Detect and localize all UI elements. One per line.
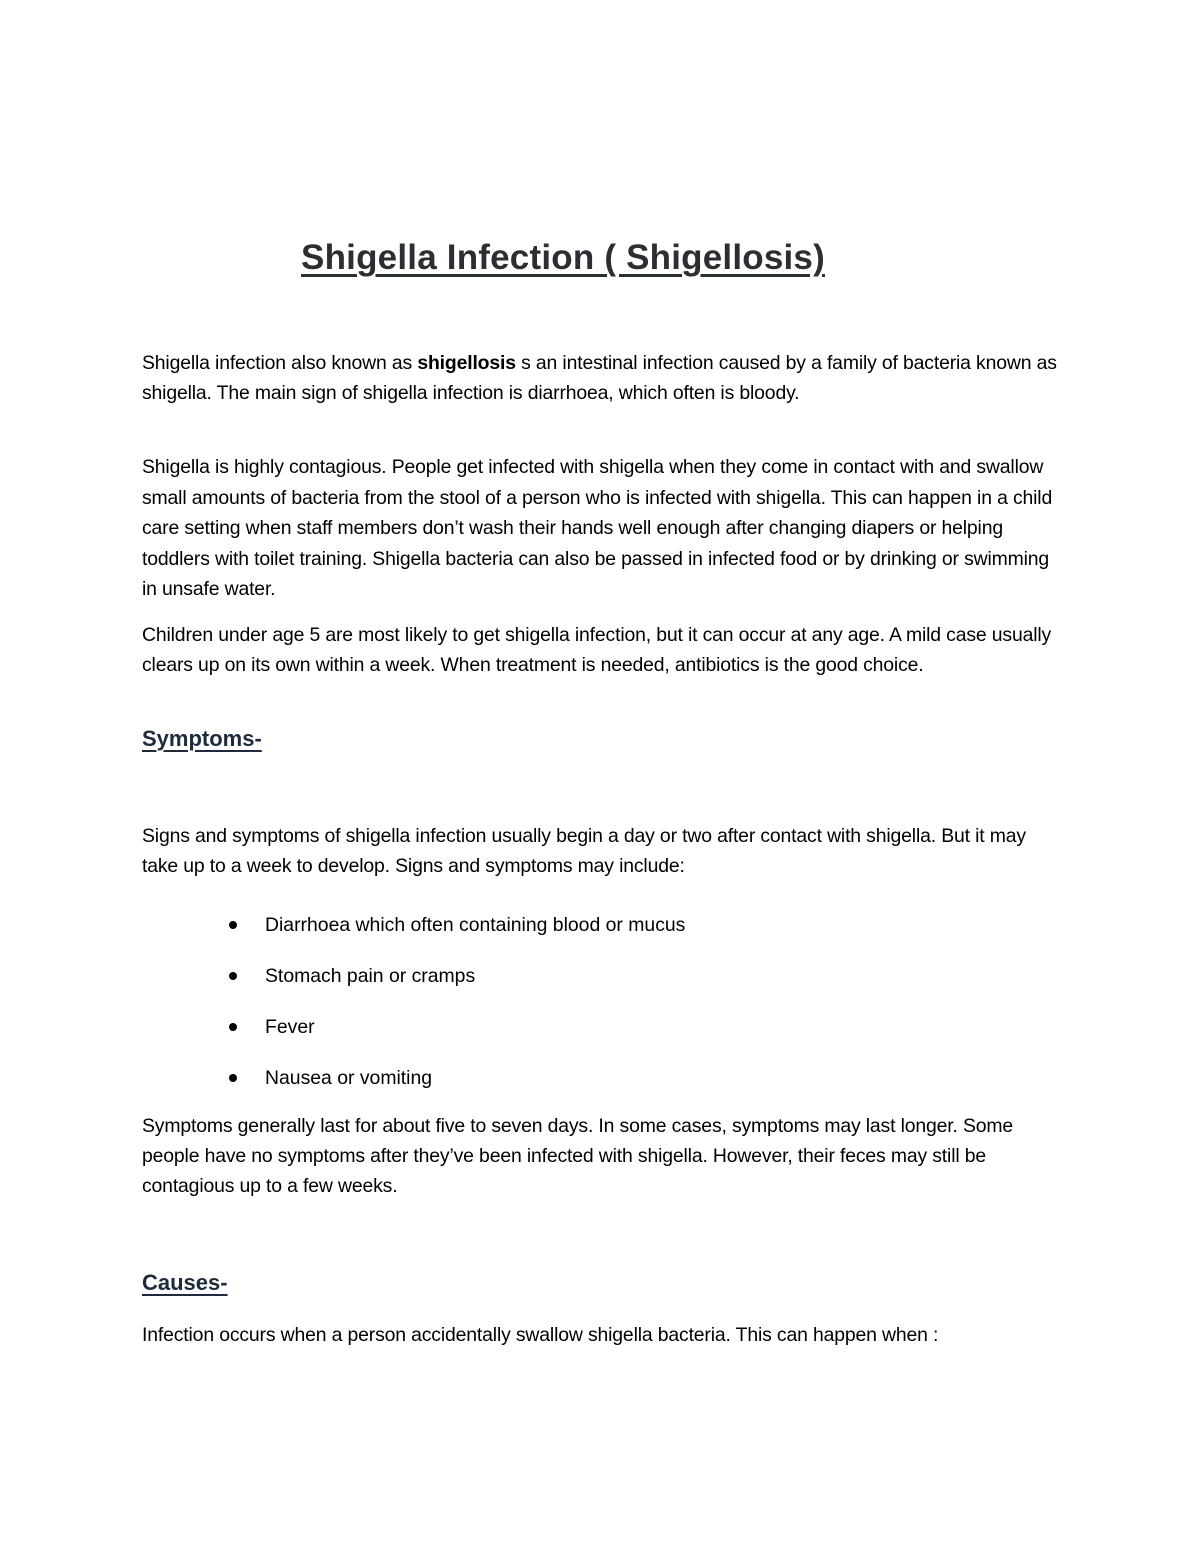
causes-intro-paragraph: Infection occurs when a person accidentally swallow shigella bacteria. This can happen when : [142,1324,939,1346]
symptoms-heading: Symptoms- [142,726,262,751]
symptoms-duration-paragraph: Symptoms generally last for about five to seven days. In some cases, symptoms may last longer. Some people have no symptoms after they’ve been infected with shigella. However, their feces may still be contagious up to a few weeks. [142,1115,1014,1197]
symptoms-list [142,910,1042,1114]
intro-paragraph [142,348,1067,408]
list-item [142,1063,1042,1114]
bullet-icon [229,921,237,929]
list-item-text: Stomach pain or cramps [265,965,476,987]
contagion-paragraph: Shigella is highly contagious. People get infected with shigella when they come in contact with and swallow small amounts of bacteria from the stool of a person who is infected with shigella. This can happen in a child care setting when staff members don’t wash their hands well enough after changing diapers or helping toddlers with toilet training. Shigella bacteria can also be passed in infected food or by drinking or swimming in unsafe water. [142,456,1053,601]
list-item [142,910,1042,961]
age-paragraph: Children under age 5 are most likely to get shigella infection, but it can occur at any age. A mild case usually clears up on its own within a week. When treatment is needed, antibiotics is the good choice. [142,624,1052,676]
list-item [142,1012,1042,1063]
causes-heading: Causes- [142,1270,228,1295]
list-item [142,961,1042,1012]
list-item-text: Diarrhoea which often containing blood or mucus [265,914,686,936]
bullet-icon [229,1023,237,1031]
document-title: Shigella Infection ( Shigellosis) [301,238,825,277]
intro-bold-term: shigellosis [417,352,516,374]
symptoms-intro-paragraph: Signs and symptoms of shigella infection usually begin a day or two after contact with shigella. But it may take up to a week to develop. Signs and symptoms may include: [142,825,1026,877]
bullet-icon [229,1074,237,1082]
intro-text-end: s an intestinal infection caused by a family of bacteria known as shigella. The main sign of shigella infection is diarrhoea, which often is bloody. [142,352,1057,404]
list-item-text: Nausea or vomiting [265,1067,433,1089]
list-item-text: Fever [265,1016,315,1038]
bullet-icon [229,972,237,980]
intro-text-start: Shigella infection also known as [142,352,418,374]
